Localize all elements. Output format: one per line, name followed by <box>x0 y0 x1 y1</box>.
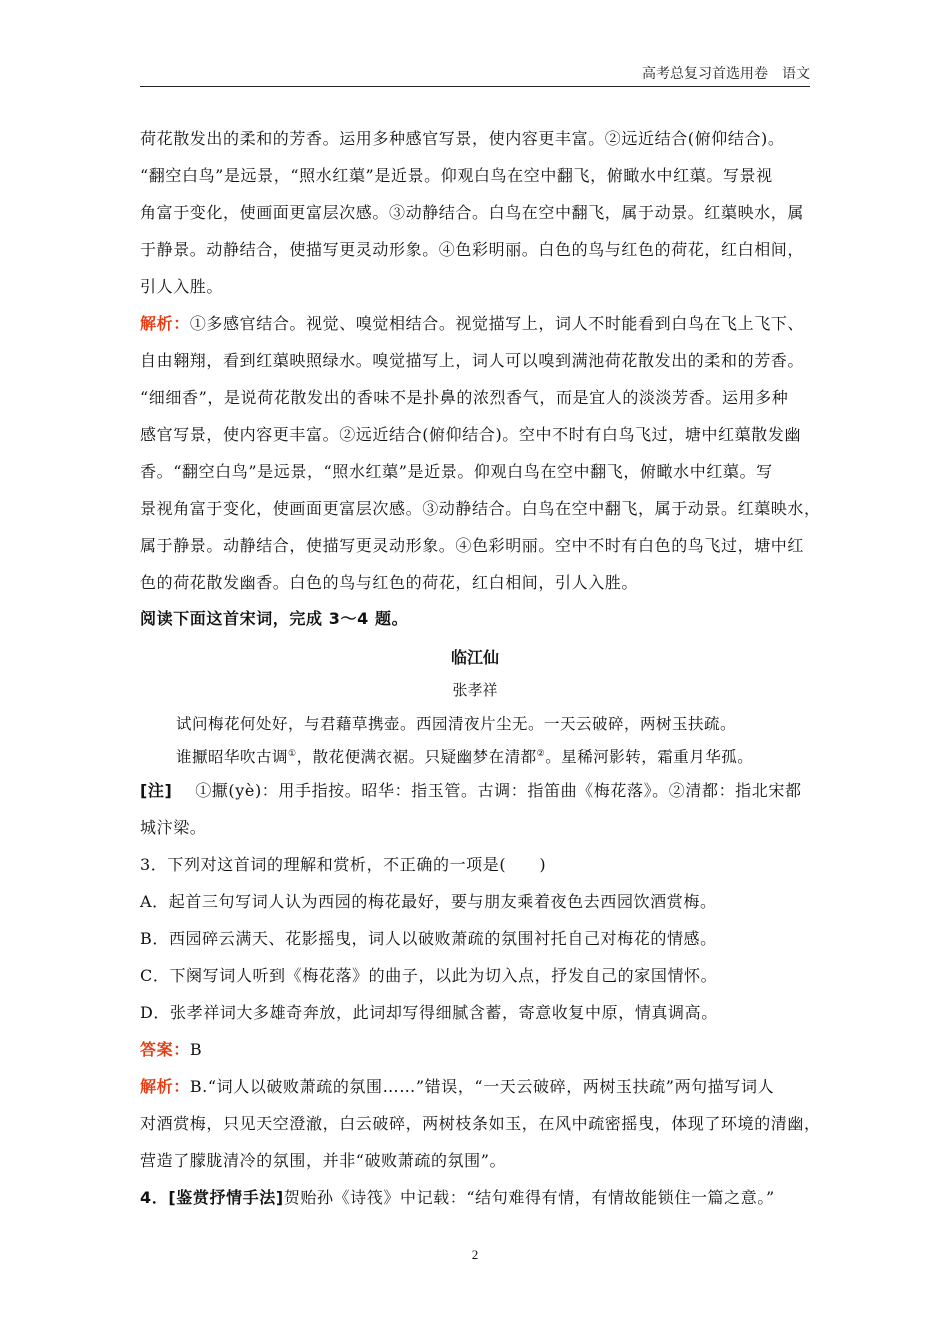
footnote-ref: ② <box>536 748 546 759</box>
text-line: 感官写景，使内容更丰富。②远近结合(俯仰结合)。空中不时有白鸟飞过，塘中红蕖散发幽 <box>140 425 802 444</box>
option-c: C．下阕写词人听到《梅花落》的曲子，以此为切入点，抒发自己的家国情怀。 <box>140 966 718 985</box>
question-3 <box>140 846 820 1216</box>
analysis-block-1 <box>140 305 820 601</box>
text-line: 引人入胜。 <box>140 277 224 296</box>
poem-text: 。星稀河影转，霜重月华孤。 <box>545 748 754 766</box>
analysis-text: B.“词人以破败萧疏的氛围……”错误，“一天云破碎，两树玉扶疏”两句描写词人 <box>189 1077 775 1096</box>
text-line: 色的荷花散发幽香。白色的鸟与红色的荷花，红白相间，引人入胜。 <box>140 573 639 592</box>
analysis-label: 解析： <box>140 1077 190 1096</box>
instruction-text: 阅读下面这首宋词，完成 3～4 题。 <box>140 609 409 628</box>
option-b: B．西园碎云满天、花影摇曳，词人以破败萧疏的氛围衬托自己对梅花的情感。 <box>140 929 717 948</box>
q4-text: 贺贻孙《诗筏》中记载：“结句难得有情，有情故能锁住一篇之意。” <box>283 1188 775 1207</box>
poem-author: 张孝祥 <box>452 681 498 699</box>
text-line: “翻空白鸟”是远景，“照水红蕖”是近景。仰观白鸟在空中翻飞，俯瞰水中红蕖。写景视 <box>140 166 773 185</box>
text-line: 角富于变化，使画面更富层次感。③动静结合。白鸟在空中翻飞，属于动景。红蕖映水，属 <box>140 203 805 222</box>
option-a: A．起首三句写词人认为西园的梅花最好，要与朋友乘着夜色去西园饮酒赏梅。 <box>140 892 717 911</box>
poem-line-2 <box>176 745 753 767</box>
analysis-first-line <box>140 1068 820 1105</box>
question-4 <box>140 1179 820 1216</box>
analysis-first-line <box>140 305 820 342</box>
option-d: D．张孝祥词大多雄奇奔放，此词却写得细腻含蓄，寄意收复中原，情真调高。 <box>140 1003 718 1022</box>
answer-value: B <box>189 1040 203 1059</box>
answer-label: 答案： <box>140 1040 190 1059</box>
note-text: ①擫(yè)：用手指按。昭华：指玉管。古调：指笛曲《梅花落》。②清都：指北宋都 <box>195 781 802 800</box>
analysis-label: 解析： <box>140 314 190 333</box>
text-line: “细细香”，是说荷花散发出的香味不是扑鼻的浓烈香气，而是宜人的淡淡芳香。运用多种 <box>140 388 789 407</box>
poem-title: 临江仙 <box>450 648 499 667</box>
q4-number: 4． <box>140 1188 169 1207</box>
text-line: 于静景。动静结合，使描写更灵动形象。④色彩明丽。白色的鸟与红色的荷花，红白相间， <box>140 240 805 259</box>
text-line: 城汴梁。 <box>140 818 207 837</box>
poem-text: ，散花便满衣裾。只疑幽梦在清都 <box>296 748 537 766</box>
reading-instruction <box>140 600 820 637</box>
header-subject: 语文 <box>782 66 810 82</box>
answer-line <box>140 1031 820 1068</box>
poem-notes <box>140 772 820 846</box>
text-line: 营造了朦胧清冷的氛围，并非“破败萧疏的氛围”。 <box>140 1151 507 1170</box>
text-line: 景视角富于变化，使画面更富层次感。③动静结合。白鸟在空中翻飞，属于动景。红蕖映水， <box>140 499 821 518</box>
question-stem: 3．下列对这首词的理解和赏析，不正确的一项是( ) <box>140 855 547 874</box>
header-book-title: 高考总复习首选用卷 <box>642 66 768 82</box>
page-number: 2 <box>471 1247 479 1262</box>
text-line: 属于静景。动静结合，使描写更灵动形象。④色彩明丽。空中不时有白色的鸟飞过，塘中红 <box>140 536 805 555</box>
continued-analysis-text <box>140 120 820 305</box>
q4-tag: [鉴赏抒情手法] <box>168 1188 284 1207</box>
poem-text: 谁擫昭华吹古调 <box>176 748 289 766</box>
text-line: 对酒赏梅，只见天空澄澈，白云破碎，两树枝条如玉，在风中疏密摇曳，体现了环境的清幽， <box>140 1114 821 1133</box>
text-line: 荷花散发出的柔和的芳香。运用多种感官写景，使内容更丰富。②远近结合(俯仰结合)。 <box>140 129 785 148</box>
poem-line-1: 试问梅花何处好，与君藉草携壶。西园清夜片尘无。一天云破碎，两树玉扶疏。 <box>176 715 737 733</box>
note-label: [注] <box>140 781 173 800</box>
page-header <box>140 64 810 87</box>
analysis-text: ①多感官结合。视觉、嗅觉相结合。视觉描写上，词人不时能看到白鸟在飞上飞下、 <box>189 314 805 333</box>
footnote-ref: ① <box>288 748 297 759</box>
text-line: 香。“翻空白鸟”是远景，“照水红蕖”是近景。仰观白鸟在空中翻飞，俯瞰水中红蕖。写 <box>140 462 773 481</box>
text-line: 自由翱翔，看到红蕖映照绿水。嗅觉描写上，词人可以嗅到满池荷花散发出的柔和的芳香。 <box>140 351 805 370</box>
note-first-line <box>140 772 820 809</box>
